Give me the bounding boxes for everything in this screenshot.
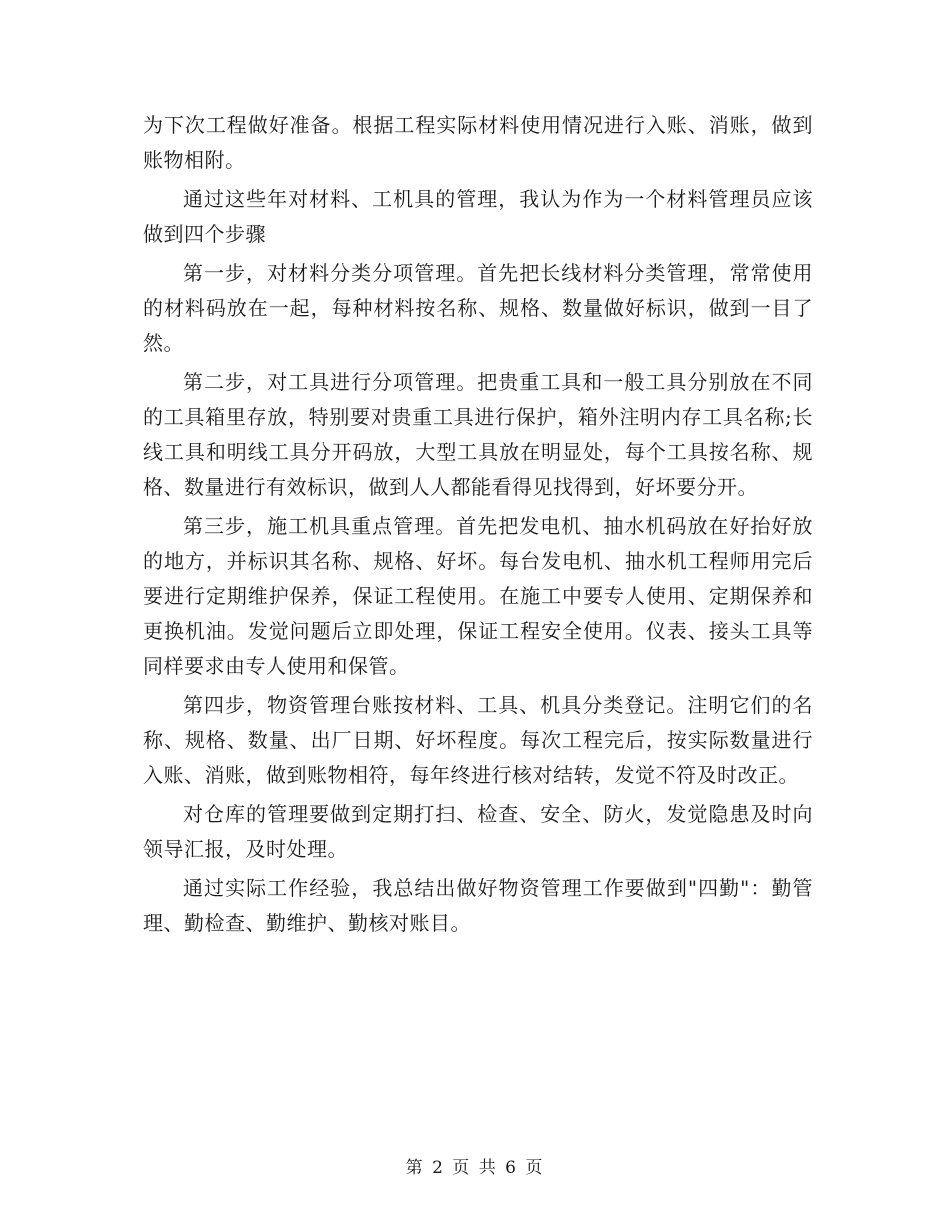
paragraph-step-two: 第二步，对工具进行分项管理。把贵重工具和一般工具分别放在不同的工具箱里存放，特别要对贵重工具进行保护，箱外注明内存工具名称;长线工具和明线工具分开码放，大型工具放在明显处，每个工具按名称、规格、数量进行有效标识，做到人人都能看得见找得到，好坏要分开。 [143, 370, 813, 499]
paragraph-warehouse: 对仓库的管理要做到定期打扫、检查、安全、防火，发觉隐患及时向领导汇报，及时处理。 [143, 802, 813, 861]
paragraph-summary: 通过实际工作经验，我总结出做好物资管理工作要做到"四勤"：勤管理、勤检查、勤维护、勤核对账目。 [143, 876, 813, 935]
document-body [143, 108, 813, 945]
paragraph-step-three: 第三步，施工机具重点管理。首先把发电机、抽水机码放在好抬好放的地方，并标识其名称、规格、好坏。每台发电机、抽水机工程师用完后要进行定期维护保养，保证工程使用。在施工中要专人使用、定期保养和更换机油。发觉问题后立即处理，保证工程安全使用。仪表、接头工具等同样要求由专人使用和保管。 [143, 514, 813, 678]
paragraph-step-four: 第四步，物资管理台账按材料、工具、机具分类登记。注明它们的名称、规格、数量、出厂日期、好坏程度。每次工程完后，按实际数量进行入账、消账，做到账物相符，每年终进行核对结转，发觉不符及时改正。 [143, 693, 813, 787]
paragraph-intro: 通过这些年对材料、工机具的管理，我认为作为一个材料管理员应该做到四个步骤 [143, 187, 813, 246]
page-number: 第 2 页 共 6 页 [405, 1158, 545, 1178]
paragraph-step-one: 第一步，对材料分类分项管理。首先把长线材料分类管理，常常使用的材料码放在一起，每种材料按名称、规格、数量做好标识，做到一目了然。 [143, 261, 813, 355]
paragraph-continuation: 为下次工程做好准备。根据工程实际材料使用情况进行入账、消账，做到账物相附。 [143, 113, 813, 172]
